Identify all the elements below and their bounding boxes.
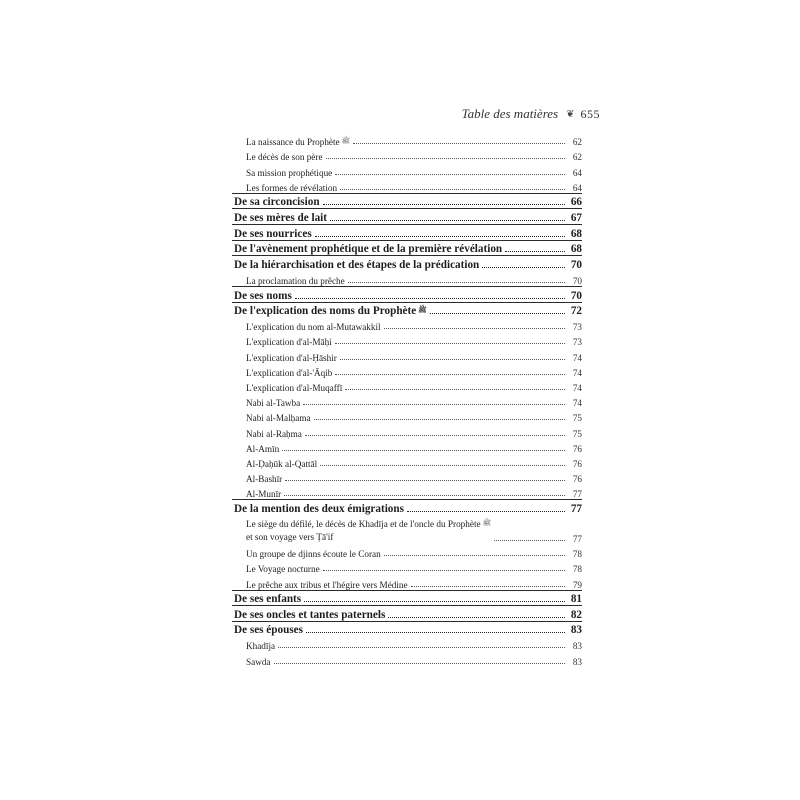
page-header [232,104,600,124]
toc-label [246,368,332,378]
toc-label [246,641,275,651]
toc-entry-row [232,454,582,469]
toc-page-number: 79 [572,579,582,590]
toc-section-row [232,621,582,637]
toc-label [234,305,427,317]
toc-page-number: 83 [572,641,582,652]
toc-page-number: 64 [572,167,582,178]
toc-label-text: Un groupe de djinns écoute le Coran [246,549,381,560]
toc-entry-row [232,347,582,362]
toc-label-text: Les formes de révélation [246,182,338,193]
dot-leader [282,450,565,451]
dot-leader [323,204,565,205]
toc-label [246,413,311,423]
toc-label [246,444,279,454]
dot-leader [284,495,565,496]
toc-label [234,259,479,271]
toc-label-text: De l'explication des noms du Prophète [234,305,417,318]
toc-section-row [232,208,582,224]
toc-label-text: Khadīja [246,641,276,652]
toc-label-text: L'explication d'al-Muqaffī [246,383,343,394]
toc-entry-row [232,363,582,378]
toc-label-text: De ses enfants [234,593,302,606]
header-page-number: 655 [580,106,600,121]
table-of-contents [232,132,582,667]
dot-leader [384,555,565,556]
toc-label [234,609,385,621]
toc-page-number: 62 [572,137,582,148]
toc-page-number: 74 [572,352,582,363]
toc-label [246,353,337,363]
dot-leader [326,158,565,159]
toc-label-text: De sa circoncision [234,196,320,209]
toc-entry-row [232,132,582,147]
dot-leader [494,540,565,541]
toc-page-number: 70 [572,275,582,286]
toc-label [234,503,404,515]
dot-leader [348,282,565,283]
toc-entry-row [232,544,582,559]
toc-section-row [232,240,582,256]
toc-label [246,489,281,499]
toc-label [246,322,381,332]
toc-page-number: 70 [570,289,582,302]
toc-section-row [232,605,582,621]
dot-leader [430,313,565,314]
toc-label [234,243,502,255]
toc-label-text-line2: et son voyage vers Ṭā'if [246,531,334,542]
toc-page-number: 62 [572,152,582,163]
dot-leader [285,480,565,481]
toc-entry-row [232,332,582,347]
toc-page-number: 83 [570,624,582,637]
dot-leader [345,389,565,390]
toc-label-text: Le siège du défilé, le décès de Khadīja et de l'oncle du Prophète [246,518,481,529]
dot-leader [340,359,565,360]
toc-entry-row [232,651,582,666]
ornament-icon: ❦ [566,108,575,120]
toc-label-text: Nabi al-Raḥma [246,428,302,439]
dot-leader [335,174,565,175]
toc-label [234,290,292,302]
toc-label-text: Al-Amīn [246,443,280,454]
dot-leader [384,328,565,329]
toc-label-text: La naissance du Prophète [246,137,340,148]
toc-label [246,168,332,178]
toc-label-text: Al-Ḍaḥūk al-Qattāl [246,458,318,469]
toc-page-number: 82 [570,608,582,621]
toc-label-text: L'explication d'al-'Āqib [246,367,333,378]
toc-label [246,459,317,469]
eulogy-icon: ﷺ [341,137,351,146]
toc-label-text: De ses épouses [234,624,303,637]
toc-label-text: De ses oncles et tantes paternels [234,608,386,621]
toc-entry-row [232,162,582,177]
dot-leader [411,586,565,587]
toc-entry-row [232,574,582,589]
dot-leader [323,570,565,571]
dot-leader [388,617,565,618]
toc-label-text: De la mention des deux émigrations [234,502,404,515]
dot-leader [320,465,565,466]
toc-label [246,564,320,574]
toc-label [234,196,320,208]
toc-page-number: 76 [572,443,582,454]
toc-page-number: 78 [572,549,582,560]
toc-label [246,517,491,544]
toc-entry-row [232,469,582,484]
toc-section-row [232,224,582,240]
toc-entry-row [232,317,582,332]
dot-leader [505,251,565,252]
toc-page-number: 77 [572,489,582,500]
toc-page-number: 74 [572,398,582,409]
toc-label-text: De ses nourrices [234,227,312,240]
dot-leader [305,435,565,436]
toc-entry-row [232,439,582,454]
toc-label [234,624,303,636]
toc-entry-row [232,378,582,393]
toc-label-text: L'explication du nom al-Mutawakkil [246,322,381,333]
toc-label [234,228,312,240]
dot-leader [303,404,565,405]
toc-label [246,383,342,393]
toc-label-text: Sa mission prophétique [246,167,333,178]
toc-label [246,549,381,559]
dot-leader [335,343,565,344]
toc-section-row [232,590,582,606]
toc-page-number: 72 [570,305,582,318]
toc-label-text: De la hiérarchisation et des étapes de la prédication [234,258,480,271]
dot-leader [482,267,565,268]
toc-label [246,474,282,484]
toc-label-text: De ses mères de lait [234,211,327,224]
toc-label [246,337,332,347]
toc-label-text: Sawda [246,656,271,667]
toc-label [234,593,301,605]
toc-label-text: Le Voyage nocturne [246,564,320,575]
toc-section-row [232,499,582,515]
dot-leader [314,419,565,420]
toc-page-number: 68 [570,227,582,240]
toc-label-text: De l'avènement prophétique et de la première révélation [234,243,503,256]
toc-entry-row [232,147,582,162]
toc-entry-row [232,178,582,193]
eulogy-icon: ﷺ [482,518,492,527]
toc-entry-row [232,636,582,651]
dot-leader [315,236,565,237]
toc-page-number: 75 [572,413,582,424]
toc-entry-row [232,393,582,408]
toc-label [246,398,300,408]
toc-page-number: 74 [572,383,582,394]
toc-label [246,152,323,162]
toc-section-row [232,193,582,209]
header-title: Table des matières [461,106,559,121]
toc-page-number: 77 [570,502,582,515]
toc-page-number: 67 [570,211,582,224]
toc-entry-row [232,271,582,286]
toc-entry-row [232,423,582,438]
toc-page-number: 77 [572,533,582,544]
toc-label [246,429,302,439]
eulogy-icon: ﷺ [418,306,427,315]
dot-leader [306,632,565,633]
toc-label [246,657,271,667]
toc-label-text: Le décès de son père [246,152,323,163]
toc-label [246,580,408,590]
toc-entry-row [232,484,582,499]
toc-label-text: Nabi al-Malḥama [246,413,311,424]
dot-leader [353,143,565,144]
dot-leader [278,647,565,648]
toc-label-text: La proclamation du prêche [246,275,345,286]
toc-entry-row [232,408,582,423]
toc-page-number: 66 [570,196,582,209]
toc-page-number: 81 [570,593,582,606]
toc-page-number: 74 [572,367,582,378]
dot-leader [304,601,565,602]
toc-label-text: L'explication d'al-Ḥāshir [246,352,337,363]
toc-page-number: 70 [570,258,582,271]
toc-label [246,183,337,193]
dot-leader [330,220,565,221]
dot-leader [407,511,565,512]
toc-entry-row [232,515,582,544]
dot-leader [295,298,565,299]
toc-label-text: Al-Bashīr [246,474,283,485]
toc-page-number: 64 [572,182,582,193]
toc-page-number: 78 [572,564,582,575]
toc-section-row [232,302,582,318]
toc-label-text: Al-Munīr [246,489,282,500]
dot-leader [274,663,566,664]
toc-label [234,212,327,224]
toc-page-number: 73 [572,337,582,348]
toc-label-text: De ses noms [234,289,292,302]
toc-page-number: 76 [572,474,582,485]
toc-entry-row [232,559,582,574]
toc-page-number: 83 [572,656,582,667]
dot-leader [335,374,565,375]
toc-label-text: Le prêche aux tribus et l'hégire vers Médine [246,579,408,590]
toc-label-text: Nabi al-Tawba [246,398,301,409]
toc-page-number: 75 [572,428,582,439]
toc-label-text: L'explication d'al-Māḥi [246,337,332,348]
toc-section-row [232,255,582,271]
toc-page-number: 68 [570,243,582,256]
toc-section-row [232,286,582,302]
toc-label [246,276,345,286]
toc-page-number: 76 [572,458,582,469]
dot-leader [340,189,565,190]
toc-page-number: 73 [572,322,582,333]
toc-label [246,136,350,147]
